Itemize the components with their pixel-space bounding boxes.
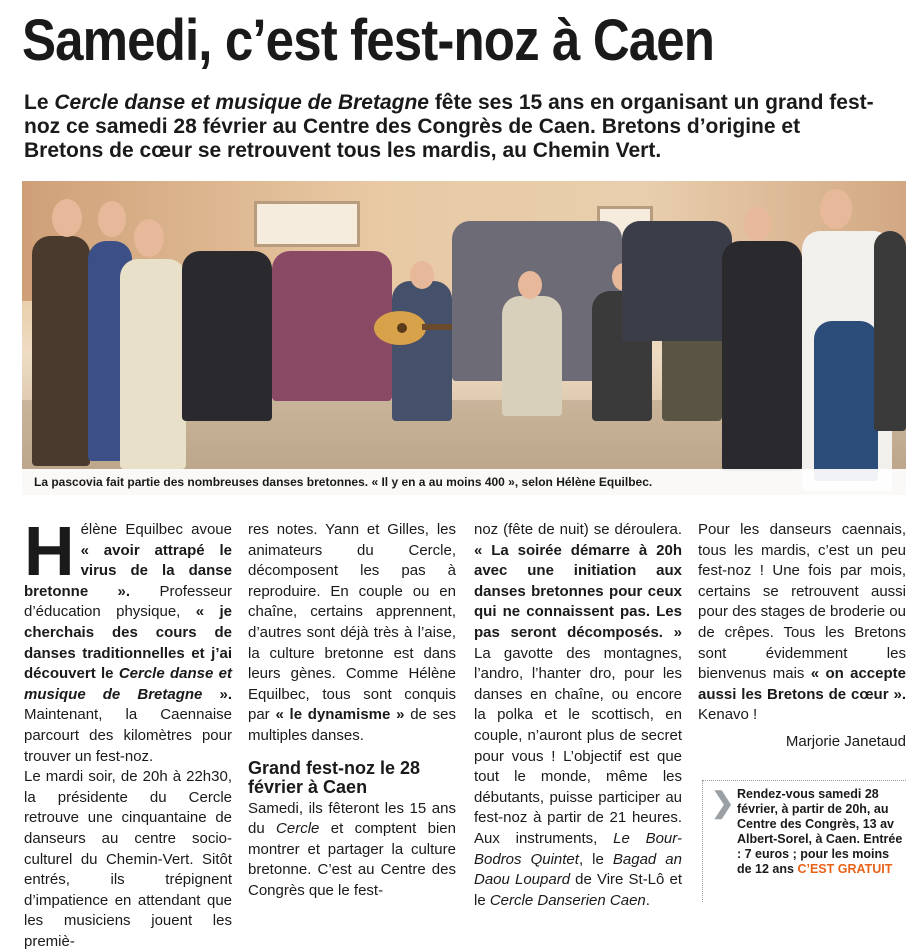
dancer-figure xyxy=(392,281,452,421)
article-column-2 xyxy=(248,520,456,902)
lede: Le Cercle danse et musique de Bretagne fête ses 15 ans en organisant un grand fest-noz ce samedi 28 février au Centre des Congrès de Caen. Bretons d’origine et Bretons de cœur se retrouvent tous les mardis, au Chemin Vert. xyxy=(24,91,874,162)
author-signature: Marjorie Janetaud xyxy=(785,732,906,750)
dancer-figure xyxy=(874,231,906,431)
musician-figure xyxy=(502,296,562,416)
dancer-head xyxy=(820,189,852,229)
musician-head xyxy=(518,271,542,299)
photo-window xyxy=(254,201,360,247)
article-column-4 xyxy=(698,520,906,753)
dropcap: H xyxy=(24,512,75,590)
dancer-figure xyxy=(32,236,90,466)
subheading: Grand fest-noz le 28 février à Caen xyxy=(248,757,421,797)
dancer-figure xyxy=(722,241,802,471)
quote: « je cherchais des cours de danses traditionnelles et j’ai découvert le Cercle danse et musique de Bretagne ». xyxy=(24,603,232,703)
paragraph: res notes. Yann et Gilles, les animateurs du Cercle, décomposent les pas à reproduire. En couple ou en chaîne, certains apprennent, d’autres sont déjà très à l’aise, la culture bretonne est dans leurs gènes. Comme Hélène Equilbec, tous sont conquis par « le dynamisme » de ses multiples danses. xyxy=(248,521,456,744)
quote: « on accepte aussi les Bretons de cœur ». xyxy=(698,665,906,703)
dancer-head xyxy=(52,199,82,237)
lede-org-name: Cercle danse et musique de Bretagne xyxy=(54,91,429,114)
paragraph: Hélène Equilbec avoue « avoir attrapé le virus de la danse bretonne ». Professeur d’éducation physique, « je cherchais des cours de danses traditionnelles et j’ai découvert le Cercle danse et musique de Bretagne ». Maintenant, la Caennaise parcourt des kilomètres pour trouver un fest-noz. xyxy=(24,512,232,765)
dancer-head xyxy=(134,219,164,257)
paragraph: Samedi, ils fêteront les 15 ans du Cercle et comptent bien montrer et partager la culture bretonne. C’est au Centre des Congrès que le fest- xyxy=(248,799,456,899)
quote: « avoir attrapé le virus de la danse bretonne ». xyxy=(24,541,232,600)
free-entry-label: C’EST GRATUIT xyxy=(797,862,893,876)
event-info-text: Rendez-vous samedi 28 février, à partir de 20h, au Centre des Congrès, 13 av Albert-Sorel, à Caen. Entrée : 7 euros ; pour les moins de 12 ans xyxy=(737,787,903,876)
headline: Samedi, c’est fest-noz à Caen xyxy=(22,8,715,73)
photo-caption: La pascovia fait partie des nombreuses danses bretonnes. « Il y en a au moins 400 », selon Hélène Equilbec. xyxy=(22,469,906,495)
dancer-head xyxy=(410,261,434,289)
quote: « le dynamisme » xyxy=(275,706,405,724)
dancer-head xyxy=(98,201,126,237)
dancer-figure xyxy=(814,321,878,481)
event-info-box xyxy=(702,780,906,902)
dancer-figure xyxy=(182,251,272,421)
paragraph: Pour les danseurs caennais, tous les mardis, c’est un peu fest-noz ! Une fois par mois, certains se retrouvent aussi pour des stages de broderie ou de crêpes. Tous les Bretons sont évidemment les bienvenus mais « on accepte aussi les Bretons de cœur ». Kenavo ! xyxy=(698,521,906,724)
paragraph: Le mardi soir, de 20h à 22h30, la présidente du Cercle retrouve une cinquantaine de danseurs au centre socio-culturel du Chemin-Vert. Sitôt entrés, ils trépignent d’impatience en attendant que les musiciens jouent les premiè- xyxy=(24,768,232,950)
quote: « La soirée démarre à 20h avec une initiation aux danses bretonnes pour ceux qui ne connaissent pas. Les pas seront décomposés. » xyxy=(474,541,682,641)
dancer-figure xyxy=(120,259,186,469)
chevron-right-icon: ❯ xyxy=(711,787,735,818)
dancer-figure xyxy=(622,221,732,341)
article-column-1 xyxy=(24,512,232,952)
paragraph: noz (fête de nuit) se déroulera. « La soirée démarre à 20h avec une initiation aux danses bretonnes pour ceux qui ne connaissent pas. Les pas seront décomposés. » La gavotte des montagnes, l’andro, l’hanter dro, pour les danses en chaîne, ou encore la polka et le scottisch, en couple, n’auront plus de secret pour vous ! L’objectif est que tout le monde, même les débutants, puisse participer au fest-noz à partir de 21 heures. Aux instruments, Le Bour-Bodros Quintet, le Bagad an Daou Loupard de Vire St-Lô et le Cercle Danserien Caen. xyxy=(474,521,683,909)
article-photo xyxy=(22,181,906,495)
dancer-head xyxy=(744,207,772,241)
article-column-3 xyxy=(474,520,682,911)
